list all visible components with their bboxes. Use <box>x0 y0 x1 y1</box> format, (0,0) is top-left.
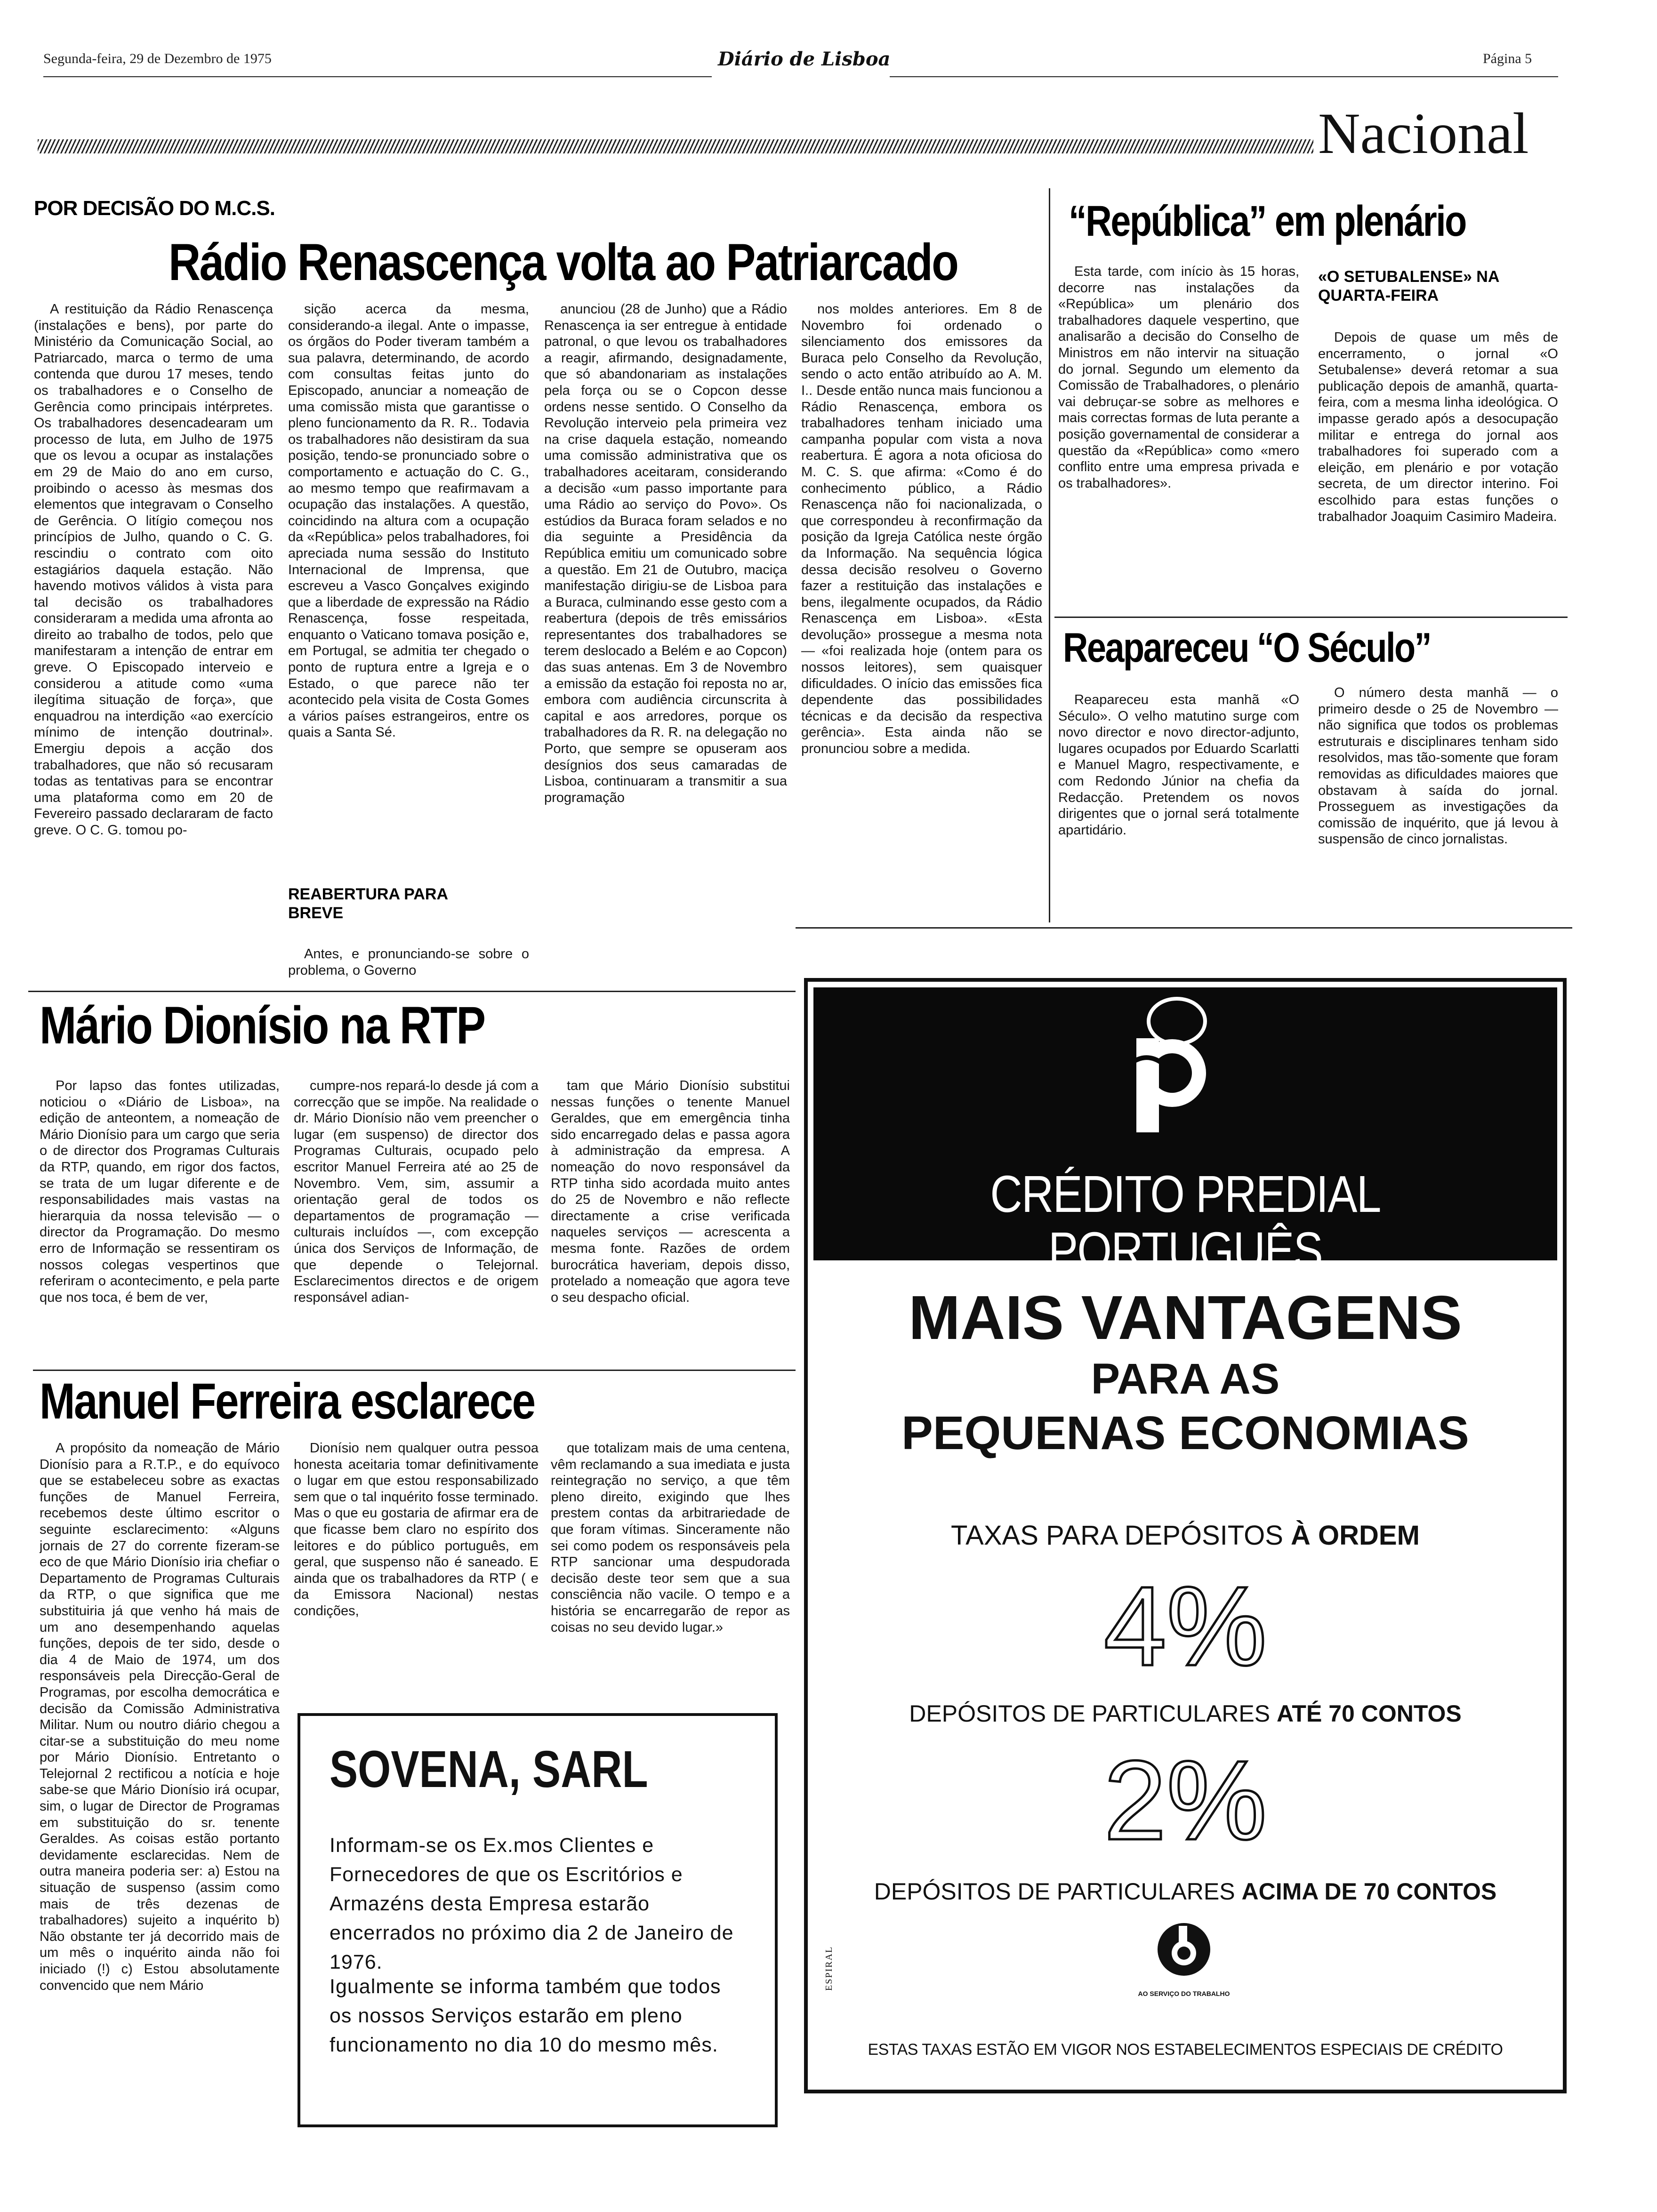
ad-footer: ESTAS TAXAS ESTÃO EM VIGOR NOS ESTABELECIMENTOS ESPECIAIS DE CRÉDITO <box>868 2041 1503 2059</box>
ad-agency: ESPIRAL <box>824 1946 834 1991</box>
republica-col-2-text: Depois de quase um mês de encerramento, o jornal «O Setubalense» deverá retomar a sua publicação depois de amanhã, quarta-feira, com a mesma linha ideológica. O impasse gerado após a desocupação militar e entrega do jornal aos trabalhadores foi superado com a eleição, em plenário e por votação secreta, de um director interino. Foi escolhido para estas funções o trabalhador Joaquim Casimiro Madeira. <box>1318 330 1558 524</box>
seal-icon <box>1144 1920 1224 1996</box>
republica-col-2 <box>1318 329 1558 635</box>
dionisio-col-3-text: tam que Mário Dionísio substitui nessas funções o tenente Manuel Geraldes, que em emergência tinha sido encarregado delas e passa agora à administração da empresa. A nomeação do novo responsável da RTP tinha sido acordada muito antes do 25 de Novembro e não reflecte directamente a crise verificada naqueles serviços — acrescenta a mesma fonte. Razões de ordem burocrática haveriam, depois disso, protelado a nomeação que agora teve o seu despacho oficial. <box>551 1078 790 1305</box>
radio-right-rule <box>1049 188 1050 922</box>
seal-caption: AO SERVIÇO DO TRABALHO <box>1138 1990 1230 1997</box>
bank-name: CRÉDITO PREDIAL PORTUGUÊS <box>990 1165 1381 1280</box>
ferreira-headline: Manuel Ferreira esclarece <box>40 1372 535 1429</box>
radio-subhead: REABERTURA PARA BREVE <box>288 885 448 922</box>
ferreira-col-1 <box>40 1440 280 2193</box>
dionisio-col-2 <box>294 1078 539 1360</box>
dionisio-headline: Mário Dionísio na RTP <box>40 996 485 1055</box>
republica-col-1-text: Esta tarde, com início às 15 horas, decorre nas instalações da «República» um plenário dos trabalhadores daquele vespertino, que analisarão a decisão do Conselho de Ministros em não intervir na situação do jornal. Segundo um elemento da Comissão de Trabalhadores, o plenário vai debruçar-se sobre as melhores e mais correctas formas de luta perante a posição governamental de considerar a questão da «República» como «mero conflito entre uma empresa privada e os trabalhadores». <box>1058 264 1299 491</box>
dionisio-col-3 <box>551 1078 790 1360</box>
republica-bottom-rule <box>1054 617 1568 618</box>
radio-col-4-text: nos moldes anteriores. Em 8 de Novembro foi ordenado o silenciamento dos emissores da Buraca pelo Conselho da Revolução, sendo o acto então atribuído ao A. M. I.. Desde então nunca mais funcionou a Rádio Renascença, embora os trabalhadores tenham iniciado uma campanha popular com vista a nova reabertura. É agora a nota oficiosa do M. C. S. que afirma: «Como é do conhecimento público, a Rádio Renascença não foi nacionalizada, o que correspondeu à reconfirmação da posição da Igreja Católica neste órgão da Informação. Na sequência lógica dessa decisão resolveu o Governo fazer a restituição das instalações e bens, ilegalmente ocupados, da Rádio Renascença em Lisboa». «Esta devolução» prossegue a mesma nota — «foi realizada hoje (ontem para os nossos leitores), sem quaisquer dificuldades. O início das emissões fica dependente das possibilidades técnicas e da decisão da respectiva gerência». Esta ainda não se pronunciou sobre a medida. <box>801 302 1042 757</box>
ferreira-col-3 <box>551 1440 790 1694</box>
radio-col-3-text: anunciou (28 de Junho) que a Rádio Renascença ia ser entregue à entidade patronal, o que levou os trabalhadores a reagir, afirmando, designadamente, que só abandonariam as instalações pela força ou se o Copcon desse ordens nesse sentido. O Conselho da Revolução interveio pela primeira vez na crise daquela estação, nomeando uma comissão administrativa que os trabalhadores aceitaram, considerando a decisão «um passo importante para uma Rádio ao serviço do Povo». Os estúdios da Buraca foram selados e no dia seguinte a Presidência da República emitiu um comunicado sobre a questão. Em 21 de Outubro, maciça manifestação dirigiu-se de Lisboa para a Buraca, culminando esse gesto com a reabertura (depois de três emissários representantes dos trabalhadores se terem deslocado a Belém e ao Copcon) das suas antenas. Em 3 de Novembro a emissão da estação foi reposta no ar, embora com audiência circunscrita à capital e aos arredores, porque os trabalhadores da R. R. na delegação no Porto, que sempre se opuseram aos desígnios dos seus camaradas de Lisboa, continuaram a transmitir a sua programação <box>544 302 787 805</box>
masthead-rule-left <box>43 76 712 77</box>
rate-1-label-b: ATÉ 70 CONTOS <box>1277 1700 1462 1727</box>
masthead-rule-right <box>890 76 1558 77</box>
section-name: Nacional <box>1318 101 1529 166</box>
republica-headline: “República” em plenário <box>1069 197 1466 245</box>
rate-1-label <box>813 1700 1557 1727</box>
ad-top-rule <box>800 927 1572 929</box>
ferreira-col-2-text: Dionísio nem qualquer outra pessoa honesta aceitaria tomar definitivamente o lugar em que estou responsabilizado sem que o tal inquérito fosse terminado. Mas o que eu gostaria de afirmar era de que ficasse bem claro no espírito dos leitores e do público português, em geral, que suspenso não é saneado. E ainda que os trabalhadores da RTP ( e da Emissora Nacional) nestas condições, <box>294 1441 539 1619</box>
sovena-para-1: Informam-se os Ex.mos Clientes e Fornecedores de que os Escritórios e Armazéns desta Empresa estarão encerrados no próximo dia 2 de Janeiro de 1976. <box>330 1834 734 1973</box>
ferreira-col-1-text: A propósito da nomeação de Mário Dionísio para a R.T.P., e do equívoco que se estabeleceu sobre as exactas funções de Manuel Ferreira, recebemos deste último escritor o seguinte esclarecimento: «Alguns jornais de 27 do corrente fizeram-se eco de que Mário Dionísio iria chefiar o Departamento de Programas Culturais da RTP, o que significa que me substituiria já que venho há mais de um ano desempenhando aquelas funções, depois de ter sido, desde o dia 4 de Maio de 1974, um dos responsáveis pela Direcção-Geral de Programas, por escolha democrática e decisão da Comissão Administrativa Militar. Num ou noutro diário chegou a citar-se a substituição do meu nome por Mário Dionísio. Entretanto o Telejornal 2 rectificou a notícia e hoje sabe-se que Mário Dionísio irá ocupar, sim, o lugar de Director de Programas em substituição do sr. tenente Geraldes. As coisas estão portanto devidamente esclarecidas. Nem de outra maneira poderia ser: a) Estou na situação de suspenso (assim como mais de três dezenas de trabalhadores) sujeito a inquérito b) Não obstante ter já decorrido mais de um mês o inquérito ainda não foi iniciado (!) c) Estou absolutamente convencido que nem Mário <box>40 1441 280 1993</box>
radio-col-2b <box>288 946 529 981</box>
seculo-col-1-text: Reapareceu esta manhã «O Século». O velho matutino surge com novo director e novo director-adjunto, lugares ocupados por Eduardo Scarlatti e Manuel Magro, respectivamente, e com Redondo Júnior na chefia da Redacção. Pretendem os novos dirigentes que o jornal será totalmente apartidário. <box>1058 692 1299 838</box>
ad-headline-2: PARA AS <box>1091 1355 1280 1403</box>
seculo-col-2 <box>1318 685 1558 915</box>
rate-2-label-b: ACIMA DE 70 CONTOS <box>1241 1878 1497 1905</box>
masthead-page: Página 5 <box>1483 51 1532 66</box>
ferreira-col-3-text: que totalizam mais de uma centena, vêm reclamando a sua imediata e justa reintegração no serviço, a que têm pleno direito, exigindo que lhes prestem contas da arbitrariedade de que foram vítimas. Sinceramente não sei como podem os responsáveis pela RTP sancionar uma despudorada decisão deste teor sem que a sua consciência não vacile. O tempo e a história se encarregarão de repor as coisas no seu devido lugar.» <box>551 1441 790 1635</box>
radio-col-2b-text: Antes, e pronunciando-se sobre o problema, o Governo <box>288 946 529 978</box>
rate-2-label <box>813 1878 1557 1905</box>
radio-col-1-text: A restituição da Rádio Renascença (instalações e bens), por parte do Ministério da Comunicação Social, ao Patriarcado, marca o termo de uma contenda que durou 17 meses, tendo os trabalhadores e o Conselho de Gerência como principais intérpretes. Os trabalhadores desencadearam um processo de luta, em Julho de 1975 que os levou a ocupar as instalações em 29 de Maio do ano em curso, proibindo o acesso às mesmas dos elementos que integravam o Conselho de Gerência. O litígio começou nos princípios de Julho, quando o C. G. rescindiu o contrato com oito estagiários daquela estação. Não havendo motivos válidos à vista para tal decisão os trabalhadores consideraram a medida uma afronta ao direito ao trabalho de todos, pelo que manifestaram a intenção de entrar em greve. O Episcopado interveio e considerou a atitude como «uma ilegítima situação de força», que enquadrou na interdição «ao exercício mínimo de intenção doutrinal». Emergiu depois a acção dos trabalhadores, que não só recusaram todas as tentativas para se encontrar uma plataforma como em 20 de Fevereiro passado declararam de facto greve. O C. G. tomou po- <box>34 302 273 838</box>
republica-subhead: «O SETUBALENSE» NA QUARTA-FEIRA <box>1318 268 1499 305</box>
rates-title <box>813 1520 1557 1551</box>
radio-col-4 <box>801 301 1042 918</box>
rates-title-b: À ORDEM <box>1291 1520 1420 1551</box>
radio-col-2 <box>288 301 529 887</box>
dionisio-col-1-text: Por lapso das fontes utilizadas, noticiou o «Diário de Lisboa», na edição de anteontem, a nomeação de Mário Dionísio para um cargo que seria o de director dos Programas Culturais da RTP, quando, em rigor dos factos, se trata de um lugar diferente e de responsabilidades mais vastas na hierarquia da nossa televisão — o director da Programação. Do mesmo erro de Informação se ressentiram os nossos colegas vespertinos que referiram o acontecimento, e pela parte que nos toca, é bem de ver, <box>40 1078 280 1305</box>
dionisio-bottom-rule <box>33 1370 796 1371</box>
seculo-col-1 <box>1058 692 1299 913</box>
rate-2-label-a: DEPÓSITOS DE PARTICULARES <box>874 1878 1242 1905</box>
section-hatch-band <box>38 139 1313 153</box>
rate-1-label-a: DEPÓSITOS DE PARTICULARES <box>909 1700 1277 1727</box>
radio-headline: Rádio Renascença volta ao Patriarcado <box>169 233 958 291</box>
dionisio-col-2-text: cumpre-nos repará-lo desde já com a correcção que se impõe. Na realidade o dr. Mário Dionísio não vem preencher o lugar (em suspenso) de director dos Programas Culturais, ocupado pelo escritor Manuel Ferreira até ao 25 de Novembro. Vem, sim, assumir a orientação geral de todos os departamentos de programação — culturais incluídos —, com excepção única dos Serviços de Informação, de que depende o Telejornal. Esclarecimentos directos e de origem responsável adian- <box>294 1078 539 1305</box>
masthead-date: Segunda-feira, 29 de Dezembro de 1975 <box>43 51 272 66</box>
rates-title-a: TAXAS PARA DEPÓSITOS <box>951 1520 1291 1551</box>
radio-col-3 <box>544 301 787 979</box>
seculo-col-2-text: O número desta manhã — o primeiro desde o 25 de Novembro — não significa que todos os problemas estruturais e disciplinares tenham sido resolvidos, mas tão-somente que foram removidas as dificuldades maiores que obstavam à saída do jornal. Prosseguem as investigações da comissão de inquérito, que já levou à suspensão de cinco jornalistas. <box>1318 685 1558 847</box>
masthead-paper: Diário de Lisboa <box>718 48 891 70</box>
republica-col-1 <box>1058 264 1299 631</box>
rate-2-value: 2% <box>1103 1737 1267 1863</box>
rate-1-value: 4% <box>1103 1563 1267 1689</box>
radio-kicker: POR DECISÃO DO M.C.S. <box>34 197 275 220</box>
ferreira-col-2 <box>294 1440 539 1694</box>
ad-headline-3: PEQUENAS ECONOMIAS <box>901 1407 1469 1459</box>
sovena-title: SOVENA, SARL <box>330 1740 648 1798</box>
radio-bottom-rule <box>28 991 796 992</box>
ad-headline-1: MAIS VANTAGENS <box>909 1283 1462 1352</box>
sovena-para-2: Igualmente se informa também que todos os nossos Serviços estarão em pleno funcionamento no dia 10 do mesmo mês. <box>330 1975 721 2056</box>
radio-col-2-text: sição acerca da mesma, considerando-a ilegal. Ante o impasse, os órgãos do Poder tiveram também a sua palavra, determinando, de acordo com consultas feitas junto do Episcopado, anunciar a nomeação de uma comissão mista que garantisse o pleno funcionamento da R. R.. Todavia os trabalhadores não desistiram da sua posição, tendo-se pronunciado sobre o comportamento e actuação do C. G., ao mesmo tempo que reafirmavam a ocupação das instalações. A questão, coincidindo na altura com a ocupação da «República» pelos trabalhadores, foi apreciada numa sessão do Instituto Internacional de Imprensa, que escreveu a Vasco Gonçalves exigindo que a liberdade de expressão na Rádio Renascença, fosse respeitada, enquanto o Vaticano tomava posição e, em Portugal, se admitia ter chegado o ponto de ruptura entre a Igreja e o Estado, o que parece não ter acontecido pela visita de Costa Gomes a vários países estrangeiros, entre os quais a Santa Sé. <box>288 302 529 740</box>
radio-col-1 <box>34 301 273 979</box>
dionisio-col-1 <box>40 1078 280 1360</box>
bank-logo-icon <box>1106 993 1238 1144</box>
seculo-headline: Reapareceu “O Século” <box>1063 624 1431 671</box>
